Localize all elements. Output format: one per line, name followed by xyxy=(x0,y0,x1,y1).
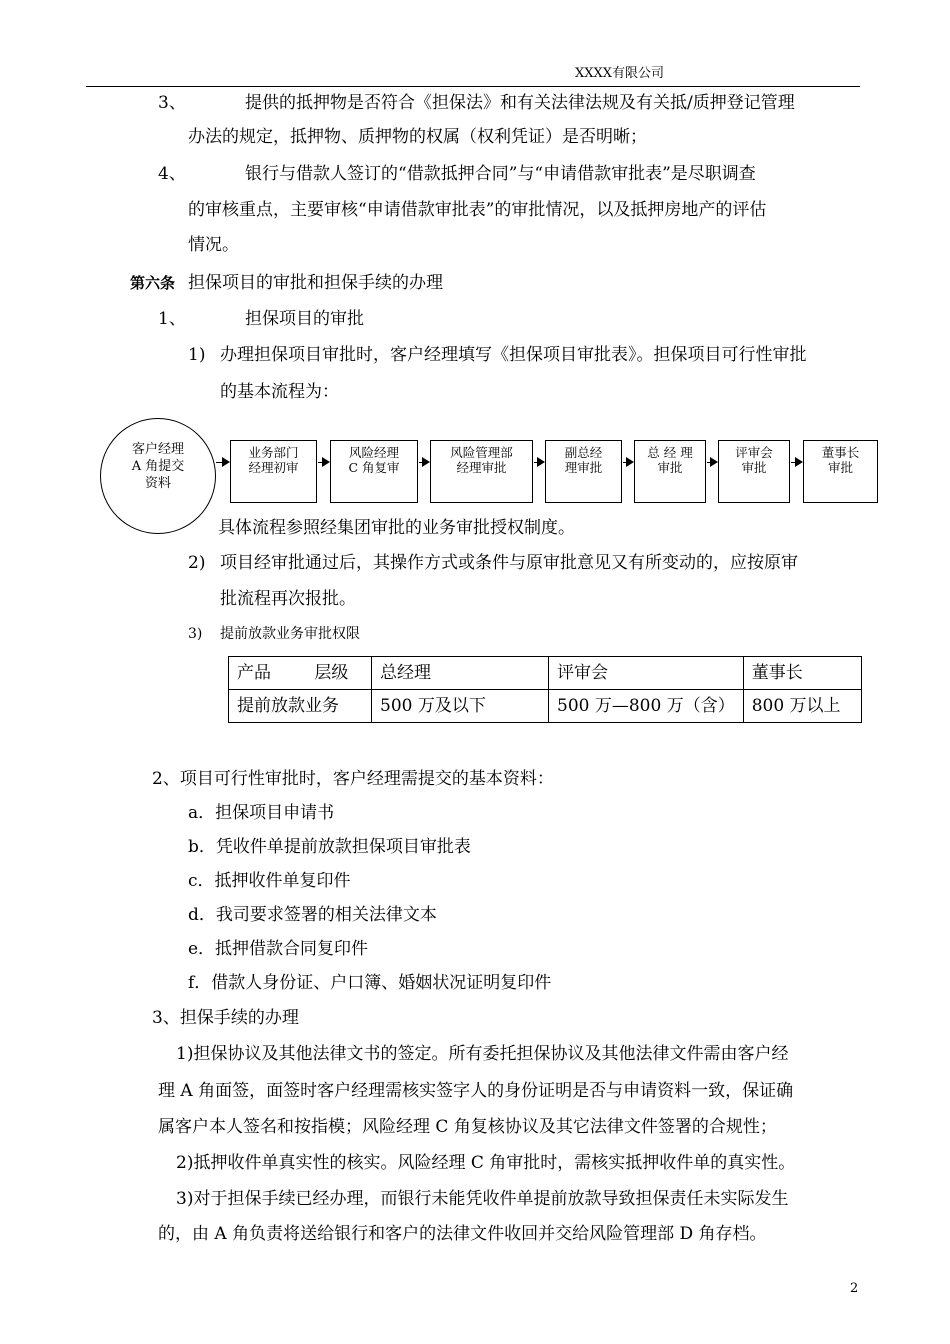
section-3-para-1-line-3: 属客户本人签名和按指模；风险经理 C 角复核协议及其它法律文件签署的合规性； xyxy=(158,1117,777,1137)
item-3-line-1: 提供的抵押物是否符合《担保法》和有关法律法规及有关抵/质押登记管理 xyxy=(245,93,795,113)
flow-arrow-head xyxy=(626,457,634,467)
table-cell-product: 提前放款业务 xyxy=(229,690,372,723)
point-3-number: 3) xyxy=(188,626,203,642)
flow-step-line-1: 业务部门 xyxy=(248,445,299,460)
item-4-number: 4、 xyxy=(158,164,186,184)
point-1-number: 1) xyxy=(188,345,206,365)
flow-step-line-2: 经理审批 xyxy=(456,460,507,475)
section-2-item-d: d．我司要求签署的相关法律文本 xyxy=(188,905,437,925)
flow-step-risk-dept xyxy=(430,440,533,503)
table-header-level: 层级 xyxy=(314,663,349,683)
section-3-para-3-line-1: 3)对于担保手续已经办理，而银行未能凭收件单提前放款导致担保责任未实际发生 xyxy=(176,1189,789,1209)
flow-step-line-1: 风险管理部 xyxy=(450,445,513,460)
flow-step-line-2: C 角复审 xyxy=(348,460,400,475)
flow-step-line-2: 审批 xyxy=(827,460,853,475)
table-cell-chairman: 800 万以上 xyxy=(743,690,861,723)
item-3-number: 3、 xyxy=(158,93,186,113)
item-4-line-1: 银行与借款人签订的“借款抵押合同”与“申请借款审批表”是尽职调查 xyxy=(245,164,756,184)
table-header-chairman: 董事长 xyxy=(743,657,861,690)
flow-step-line-1: 副总经 xyxy=(564,445,603,460)
section-3-title: 3、担保手续的办理 xyxy=(152,1008,299,1028)
flow-arrow-head xyxy=(537,457,545,467)
section-3-para-1-line-2: 理 A 角面签，面签时客户经理需核实签字人的身份证明是否与申请资料一致，保证确 xyxy=(158,1081,794,1101)
subsection-1-title: 担保项目的审批 xyxy=(245,309,364,329)
section-2-item-a: a．担保项目申请书 xyxy=(188,803,335,823)
table-header-product: 产品 xyxy=(237,663,271,683)
section-2-title: 2、项目可行性审批时，客户经理需提交的基本资料： xyxy=(152,769,554,789)
flow-step-line-2: 经理初审 xyxy=(248,460,299,475)
flow-step-risk-manager xyxy=(330,440,418,503)
flow-step-general-manager xyxy=(634,440,706,503)
article-6-title: 担保项目的审批和担保手续的办理 xyxy=(188,273,443,293)
flow-step-line-1: 董事长 xyxy=(821,445,860,460)
point-3-title: 提前放款业务审批权限 xyxy=(220,626,360,642)
flow-start-node xyxy=(100,418,216,534)
flow-arrow-head xyxy=(710,457,718,467)
flow-arrow-head xyxy=(795,457,803,467)
table-row xyxy=(229,690,862,723)
header-rule xyxy=(86,86,860,87)
table-header-row xyxy=(229,657,862,690)
section-2-item-e: e．抵押借款合同复印件 xyxy=(188,939,369,959)
flow-arrow-head xyxy=(422,457,430,467)
subsection-1-number: 1、 xyxy=(158,309,186,329)
flow-step-business-dept xyxy=(230,440,317,503)
table-header-product-level xyxy=(229,657,372,690)
header-company: XXXX有限公司 xyxy=(575,66,665,81)
flow-step-line-2: 审批 xyxy=(657,460,683,475)
point-2-line-1: 项目经审批通过后，其操作方式或条件与原审批意见又有所变动的，应按原审 xyxy=(220,553,798,573)
item-4-line-2: 的审核重点，主要审核“申请借款审批表”的审批情况，以及抵押房地产的评估 xyxy=(188,200,767,220)
flow-start-line-2: A 角提交 xyxy=(131,459,185,474)
flow-start-line-1: 客户经理 xyxy=(131,442,184,457)
flow-step-line-2: 理审批 xyxy=(564,460,603,475)
flow-step-chairman xyxy=(803,440,878,503)
point-1-line-2: 的基本流程为： xyxy=(220,382,339,402)
section-2-item-f: f．借款人身份证、户口簿、婚姻状况证明复印件 xyxy=(188,973,552,993)
table-header-gm: 总经理 xyxy=(372,657,549,690)
section-3-para-2: 2)抵押收件单真实性的核实。风险经理 C 角审批时，需核实抵押收件单的真实性。 xyxy=(176,1153,796,1173)
item-3-line-2: 办法的规定，抵押物、质押物的权属（权利凭证）是否明晰； xyxy=(188,127,647,147)
flow-step-deputy-gm xyxy=(545,440,622,503)
flow-arrow-head xyxy=(322,457,330,467)
flow-step-line-1: 总 经 理 xyxy=(647,445,693,460)
section-2-item-b: b．凭收件单提前放款担保项目审批表 xyxy=(188,837,471,857)
point-2-line-2: 批流程再次报批。 xyxy=(220,589,356,609)
section-3-para-3-line-2: 的，由 A 角负责将送给银行和客户的法律文件收回并交给风险管理部 D 角存档。 xyxy=(158,1224,767,1244)
flow-step-line-1: 评审会 xyxy=(735,445,773,460)
flow-note: 具体流程参照经集团审批的业务审批授权制度。 xyxy=(218,518,575,538)
article-6-label: 第六条 xyxy=(130,274,176,292)
approval-authority-table xyxy=(228,656,862,723)
flow-step-line-1: 风险经理 xyxy=(348,445,399,460)
section-2-item-c: c．抵押收件单复印件 xyxy=(188,871,351,891)
flow-start-line-3: 资料 xyxy=(144,476,171,491)
page-number: 2 xyxy=(850,1281,859,1296)
section-3-para-1-line-1: 1)担保协议及其他法律文书的签定。所有委托担保协议及其他法律文件需由客户经 xyxy=(176,1044,789,1064)
point-1-line-1: 办理担保项目审批时，客户经理填写《担保项目审批表》。担保项目可行性审批 xyxy=(220,345,807,365)
table-cell-committee: 500 万—800 万（含） xyxy=(549,690,744,723)
table-header-committee: 评审会 xyxy=(549,657,744,690)
table-cell-gm: 500 万及以下 xyxy=(372,690,549,723)
flow-step-line-2: 审批 xyxy=(741,460,767,475)
flow-arrow-head xyxy=(222,457,230,467)
flow-step-review-committee xyxy=(718,440,790,503)
point-2-number: 2) xyxy=(188,553,206,573)
item-4-line-3: 情况。 xyxy=(188,235,239,255)
